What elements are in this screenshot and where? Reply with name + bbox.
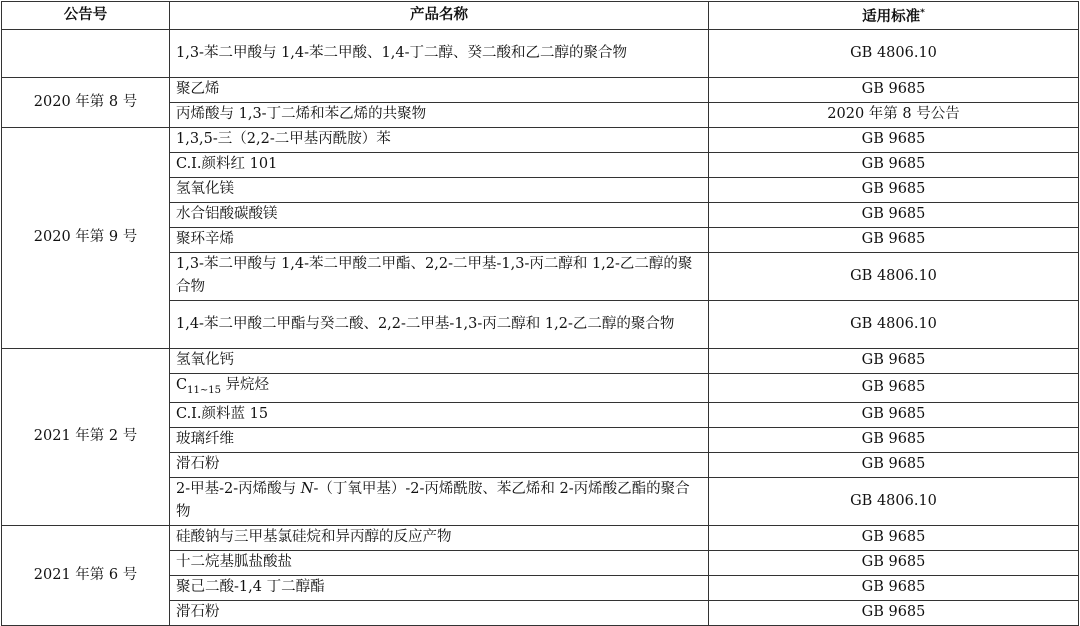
header-standard bbox=[709, 2, 1079, 30]
standard-cell: GB 9685 bbox=[709, 402, 1079, 427]
table-row bbox=[2, 127, 1079, 152]
product-name-cell: 1,4-苯二甲酸二甲酯与癸二酸、2,2-二甲基-1,3-丙二醇和 1,2-乙二醇的聚合物 bbox=[170, 300, 709, 348]
formula-prefix: C bbox=[176, 376, 188, 393]
name-italic: N bbox=[300, 481, 314, 498]
product-name-cell: 1,3-苯二甲酸与 1,4-苯二甲酸、1,4-丁二醇、癸二酸和乙二醇的聚合物 bbox=[170, 29, 709, 77]
product-name-cell: 玻璃纤维 bbox=[170, 427, 709, 452]
table-row bbox=[2, 29, 1079, 77]
product-name-cell bbox=[170, 477, 709, 525]
announcement-cell: 2021 年第 2 号 bbox=[2, 348, 170, 525]
standard-cell: GB 9685 bbox=[709, 152, 1079, 177]
header-standard-mark: * bbox=[920, 8, 925, 18]
product-name-cell: 聚环辛烯 bbox=[170, 227, 709, 252]
product-name-cell: 1,3,5-三（2,2-二甲基丙酰胺）苯 bbox=[170, 127, 709, 152]
standard-cell: GB 9685 bbox=[709, 127, 1079, 152]
table-row bbox=[2, 525, 1079, 550]
product-name-cell: 聚乙烯 bbox=[170, 77, 709, 102]
name-prefix: 2-甲基-2-丙烯酸与 bbox=[176, 481, 301, 498]
product-name-cell: 聚己二酸-1,4 丁二醇酯 bbox=[170, 575, 709, 600]
standard-cell: 2020 年第 8 号公告 bbox=[709, 102, 1079, 127]
announcement-cell bbox=[2, 29, 170, 77]
standard-cell: GB 4806.10 bbox=[709, 477, 1079, 525]
product-name-cell: 硅酸钠与三甲基氯硅烷和异丙醇的反应产物 bbox=[170, 525, 709, 550]
standard-cell: GB 9685 bbox=[709, 550, 1079, 575]
standard-cell: GB 9685 bbox=[709, 575, 1079, 600]
announcement-cell: 2021 年第 6 号 bbox=[2, 525, 170, 625]
name-suffix: -（丁氧甲基）-2-丙烯酰胺、苯乙烯和 2-丙烯酸乙酯的聚合物 bbox=[176, 481, 690, 521]
standard-cell: GB 9685 bbox=[709, 600, 1079, 625]
product-name-cell: C.I.颜料蓝 15 bbox=[170, 402, 709, 427]
announcement-cell: 2020 年第 9 号 bbox=[2, 127, 170, 348]
formula-suffix: 异烷烃 bbox=[220, 376, 270, 393]
standards-table bbox=[1, 1, 1079, 626]
standard-cell: GB 9685 bbox=[709, 348, 1079, 373]
standard-cell: GB 9685 bbox=[709, 177, 1079, 202]
formula-subscript: 11~15 bbox=[187, 384, 221, 396]
table-row bbox=[2, 348, 1079, 373]
product-name-cell: 水合铝酸碳酸镁 bbox=[170, 202, 709, 227]
product-name-cell: 1,3-苯二甲酸与 1,4-苯二甲酸二甲酯、2,2-二甲基-1,3-丙二醇和 1,2-乙二醇的聚合物 bbox=[170, 252, 709, 300]
standard-cell: GB 9685 bbox=[709, 452, 1079, 477]
standard-cell: GB 9685 bbox=[709, 77, 1079, 102]
header-product-name: 产品名称 bbox=[170, 2, 709, 30]
standard-cell: GB 9685 bbox=[709, 227, 1079, 252]
product-name-cell: 滑石粉 bbox=[170, 452, 709, 477]
product-name-cell bbox=[170, 373, 709, 402]
standard-cell: GB 4806.10 bbox=[709, 29, 1079, 77]
product-name-cell: 滑石粉 bbox=[170, 600, 709, 625]
standard-cell: GB 4806.10 bbox=[709, 252, 1079, 300]
product-name-cell: C.I.颜料红 101 bbox=[170, 152, 709, 177]
announcement-cell: 2020 年第 8 号 bbox=[2, 77, 170, 127]
header-announcement: 公告号 bbox=[2, 2, 170, 30]
product-name-cell: 氢氧化镁 bbox=[170, 177, 709, 202]
product-name-cell: 丙烯酸与 1,3-丁二烯和苯乙烯的共聚物 bbox=[170, 102, 709, 127]
standard-cell: GB 4806.10 bbox=[709, 300, 1079, 348]
product-name-cell: 十二烷基胍盐酸盐 bbox=[170, 550, 709, 575]
standard-cell: GB 9685 bbox=[709, 427, 1079, 452]
product-name-cell: 氢氧化钙 bbox=[170, 348, 709, 373]
header-standard-label: 适用标准 bbox=[862, 8, 921, 25]
standard-cell: GB 9685 bbox=[709, 525, 1079, 550]
header-row bbox=[2, 2, 1079, 30]
standard-cell: GB 9685 bbox=[709, 373, 1079, 402]
table-row bbox=[2, 77, 1079, 102]
standard-cell: GB 9685 bbox=[709, 202, 1079, 227]
